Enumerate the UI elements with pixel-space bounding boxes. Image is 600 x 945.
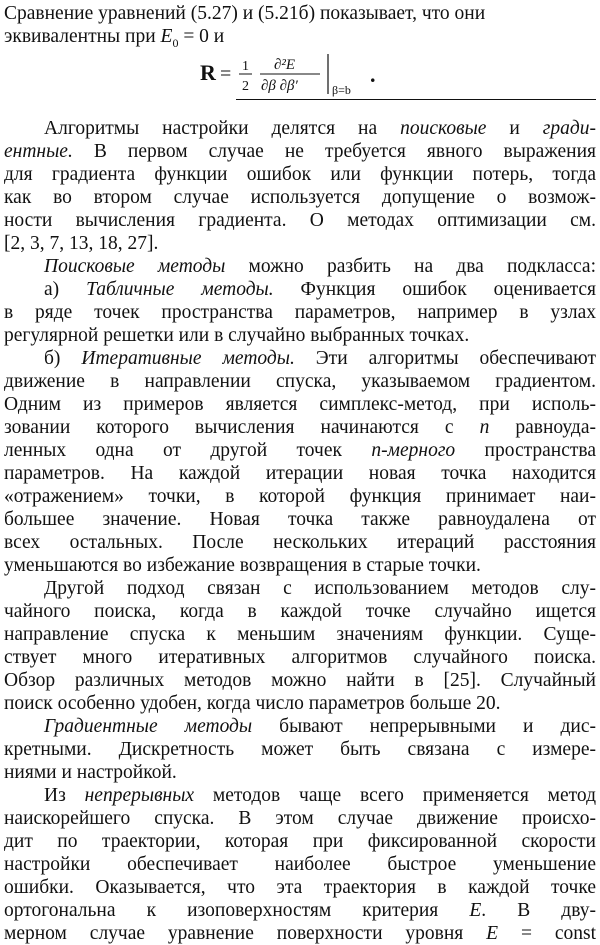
gradient-formula (4, 52, 596, 98)
text-line: зовании которого вычисления начинаются с n равноуда- (4, 417, 596, 438)
text-line: ентные. В первом случае не требуется явного выражения (4, 141, 596, 162)
text-line: уменьшаются во избежание возвращения в старые точки. (4, 555, 481, 576)
text-line: кретными. Дискретность может быть связана с измере- (4, 739, 596, 760)
formula-lhs: R (200, 60, 216, 85)
text-line: Одним из примеров является симплекс-метод, при исполь- (4, 394, 596, 415)
formula-numerator: ∂²E (274, 57, 296, 73)
text-line: «отражением» точки, в которой функция принимает наи- (4, 486, 596, 507)
intro-line-2: эквивалентны при $E_0 = 0$ и (4, 26, 225, 50)
text-line: Алгоритмы настройки делятся на поисковые и гради- (44, 118, 597, 139)
text-line: ниями и настройкой. (4, 762, 177, 783)
formula-period: . (370, 62, 376, 87)
text-line: движение в направлении спуска, указываемом градиентом. (4, 371, 596, 392)
text-line: чайного поиска, когда в каждой точке случайно ищется (4, 601, 596, 622)
formula-half-denominator: 2 (242, 79, 249, 94)
text-line: ствует много итеративных алгоритмов случайного поиска. (4, 647, 596, 668)
text-line: Из непрерывных методов чаще всего применяется метод (44, 785, 596, 806)
text-line: всех остальных. После нескольких итераций расстояния (4, 532, 596, 553)
formula-half-numerator: 1 (242, 59, 249, 74)
text-line: в ряде точек пространства параметров, например в узлах (4, 302, 596, 323)
text-line: ошибки. Оказывается, что эта траектория в каждой точке (4, 877, 596, 898)
text-line: направление спуска к меньшим значениям функции. Суще- (4, 624, 596, 645)
text-line: большее значение. Новая точка также равноудалена от (4, 509, 596, 530)
text-line: [2, 3, 7, 13, 18, 27]. (4, 233, 159, 254)
text-line: настройки обеспечивает наиболее быстрое уменьшение (4, 854, 596, 875)
formula-denominator: ∂β ∂β′ (261, 78, 298, 94)
text-line: ленных одна от другой точек n-мерного пространства (4, 440, 596, 461)
text-line: наискорейшего спуска. В этом случае движение происхо- (4, 808, 596, 829)
separator-rule (236, 99, 596, 100)
text-line: регулярной решетки или в случайно выбранных точках. (4, 325, 470, 346)
text-line: мерном случае уравнение поверхности уровня E = const (4, 923, 596, 944)
text-line: ности вычисления градиента. О методах оптимизации см. (4, 210, 596, 231)
text-line: для градиента функции ошибок или функции потерь, тогда (4, 164, 596, 185)
intro-line-1: Сравнение уравнений (5.27) и (5.21б) показывает, что они (4, 3, 486, 24)
text-line: б) Итеративные методы. Эти алгоритмы обеспечивают (44, 348, 596, 369)
text-line: как во втором случае используется допущение о возмож- (4, 187, 596, 208)
formula-condition: β=b (332, 83, 351, 97)
text-line: ортогональна к изоповерхностям критерия E. В дву- (4, 900, 596, 921)
text-line: Другой подход связан с использованием методов слу- (44, 578, 596, 599)
formula-equals: = (220, 63, 232, 85)
text-line: поиск особенно удобен, когда число параметров больше 20. (4, 693, 501, 714)
text-line: Поисковые методы можно разбить на два подкласса: (44, 256, 596, 277)
text-line: параметров. На каждой итерации новая точка находится (4, 463, 596, 484)
text-line: Градиентные методы бывают непрерывными и дис- (44, 716, 596, 737)
text-line: Обзор различных методов можно найти в [25]. Случайный (4, 670, 596, 691)
text-line: дит по траектории, которая при фиксированной скорости (4, 831, 596, 852)
text-line: а) Табличные методы. Функция ошибок оценивается (44, 279, 596, 300)
